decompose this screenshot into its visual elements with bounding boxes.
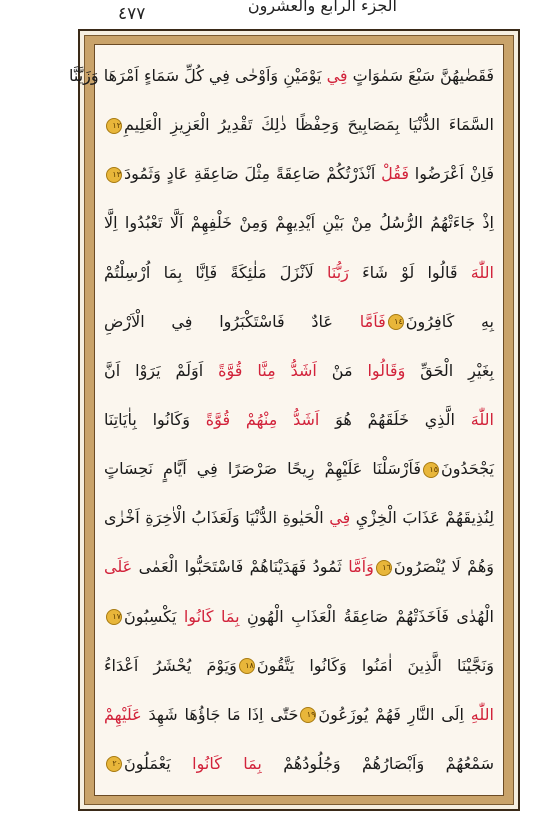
verse-text: فَاِنْ اَعْرَضُوا bbox=[408, 164, 495, 184]
ayah-marker-icon: ١٨ bbox=[239, 658, 255, 674]
verse-text: ثَمُودُ فَهَدَيْنَاهُمْ فَاسْتَحَبُّوا الْعَمٰى bbox=[132, 557, 349, 577]
verse-text: يَجْحَدُونَ bbox=[441, 459, 494, 479]
verse-text: فَقَضٰيهُنَّ سَبْعَ سَمٰوَاتٍ bbox=[347, 66, 494, 85]
ayah-marker-icon: ١٤ bbox=[388, 314, 404, 330]
ayah-marker-icon: ١٦ bbox=[376, 560, 392, 576]
page-number: ٤٧٧ bbox=[118, 4, 146, 24]
verse-line bbox=[104, 302, 494, 342]
highlighted-text: اللّٰهِ bbox=[470, 704, 494, 724]
verse-text: وَيَوْمَ يُحْشَرُ اَعْدَاءُ bbox=[104, 655, 237, 675]
verse-text: اِذْ جَاءَتْهُمُ الرُّسُلُ مِنْ بَيْنِ اَيْدِيهِمْ وَمِنْ خَلْفِهِمْ اَلَّا تَعْبُدُوا اِلَّا bbox=[104, 213, 494, 233]
highlighted-text: فِي bbox=[326, 66, 348, 85]
verse-line bbox=[104, 744, 494, 784]
verse-text: يَوْمَيْنِ وَاَوْحٰى فِي كُلِّ سَمَاءٍ اَمْرَهَا وَزَيَّنَّا bbox=[69, 66, 327, 85]
highlighted-text: رَبُّنَا bbox=[327, 262, 349, 282]
verse-text: اَنْذَرْتُكُمْ صَاعِقَةً مِثْلَ صَاعِقَةِ عَادٍ وَثَمُودَ bbox=[124, 164, 382, 184]
highlighted-text: اللّٰهَ bbox=[470, 409, 494, 429]
verse-line bbox=[104, 597, 494, 637]
verse-text: الْهُدٰى فَاَخَذَتْهُمْ صَاعِقَةُ الْعَذَابِ الْهُونِ bbox=[239, 606, 495, 626]
verse-text: السَّمَاءَ الدُّنْيَا بِمَصَابِيحَ وَحِفْظًا ذٰلِكَ تَقْدِيرُ الْعَزِيزِ الْعَلِيمِ bbox=[124, 115, 494, 135]
ayah-marker-icon: ١٩ bbox=[300, 707, 316, 723]
ayah-marker-icon: ١٢ bbox=[106, 118, 122, 134]
verse-text: وَكَانُوا بِاٰيَاتِنَا bbox=[104, 409, 206, 429]
verse-line bbox=[104, 351, 494, 391]
verse-text: وَهُمْ لَا يُنْصَرُونَ bbox=[393, 557, 495, 577]
highlighted-text: بِمَا كَانُوا bbox=[183, 606, 240, 626]
verse-text: حَتّٰى اِذَا مَا جَاؤُهَا شَهِدَ bbox=[141, 704, 299, 724]
verse-text: يَعْمَلُونَ bbox=[124, 753, 193, 773]
highlighted-text: فِي bbox=[329, 508, 351, 528]
verse-line bbox=[104, 547, 494, 587]
verse-lines bbox=[69, 56, 495, 784]
verse-line bbox=[104, 253, 494, 293]
verse-text: يَكْسِبُونَ bbox=[124, 606, 184, 626]
highlighted-text: فَقُلْ bbox=[381, 164, 409, 184]
verse-line bbox=[69, 56, 494, 96]
highlighted-text: بِمَا كَانُوا bbox=[192, 753, 262, 773]
verse-line bbox=[104, 498, 494, 538]
verse-text: قَالُوا لَوْ شَاءَ bbox=[348, 262, 471, 282]
verse-text: فَاَرْسَلْنَا عَلَيْهِمْ رِيحًا صَرْصَرًا فِي اَيَّامٍ نَحِسَاتٍ bbox=[104, 459, 422, 479]
highlighted-text: فَاَمَّا bbox=[359, 311, 386, 331]
verse-text: عَادٌ فَاسْتَكْبَرُوا فِي الْاَرْضِ bbox=[104, 311, 360, 331]
highlighted-text: اَشَدُّ مِنْهُمْ قُوَّةً bbox=[205, 409, 320, 429]
highlighted-text: عَلَى bbox=[104, 557, 133, 577]
verse-text: بِغَيْرِ الْحَقِّ bbox=[405, 360, 494, 380]
verse-text: مَنْ bbox=[316, 360, 368, 380]
highlighted-text: اللّٰهَ bbox=[470, 262, 494, 282]
verse-text: وَنَجَّيْنَا الَّذِينَ اٰمَنُوا وَكَانُوا يَتَّقُونَ bbox=[256, 655, 495, 675]
highlighted-text: وَاَمَّا bbox=[348, 557, 374, 577]
ayah-marker-icon: ١٣ bbox=[106, 167, 122, 183]
page-header bbox=[0, 0, 547, 30]
ayah-marker-icon: ١٥ bbox=[423, 462, 439, 478]
verse-text: الَّذِي خَلَقَهُمْ هُوَ bbox=[319, 409, 471, 429]
verse-text: بِهِ كَافِرُونَ bbox=[405, 311, 495, 331]
verse-text: لِنُذِيقَهُمْ عَذَابَ الْخِزْيِ bbox=[350, 508, 495, 528]
verse-text: سَمْعُهُمْ وَاَبْصَارُهُمْ وَجُلُودُهُمْ bbox=[261, 753, 495, 773]
ayah-marker-icon: ١٧ bbox=[106, 609, 122, 625]
verse-line bbox=[104, 203, 494, 243]
highlighted-text: عَلَيْهِمْ bbox=[104, 704, 142, 724]
verse-text: اِلَى النَّارِ فَهُمْ يُوزَعُونَ bbox=[318, 704, 471, 724]
verse-line bbox=[104, 105, 494, 145]
verse-text: الْحَيٰوةِ الدُّنْيَا وَلَعَذَابُ الْاٰخِرَةِ اَخْزٰى bbox=[104, 508, 330, 528]
verse-line bbox=[104, 154, 494, 194]
verse-line bbox=[104, 646, 494, 686]
ayah-marker-icon: ٢٠ bbox=[106, 756, 122, 772]
verse-line bbox=[104, 400, 494, 440]
juz-title: الجزء الرابع والعشرون bbox=[247, 0, 397, 15]
highlighted-text: اَشَدُّ مِنَّا قُوَّةً bbox=[218, 360, 317, 380]
verse-line bbox=[104, 449, 494, 489]
highlighted-text: وَقَالُوا bbox=[367, 360, 406, 380]
verse-line bbox=[104, 695, 494, 735]
verse-text: اَوَلَمْ يَرَوْا اَنَّ bbox=[104, 360, 219, 380]
verse-text: لَاَنْزَلَ مَلٰئِكَةً فَاِنَّا بِمَا اُرْسِلْتُمْ bbox=[104, 262, 327, 282]
